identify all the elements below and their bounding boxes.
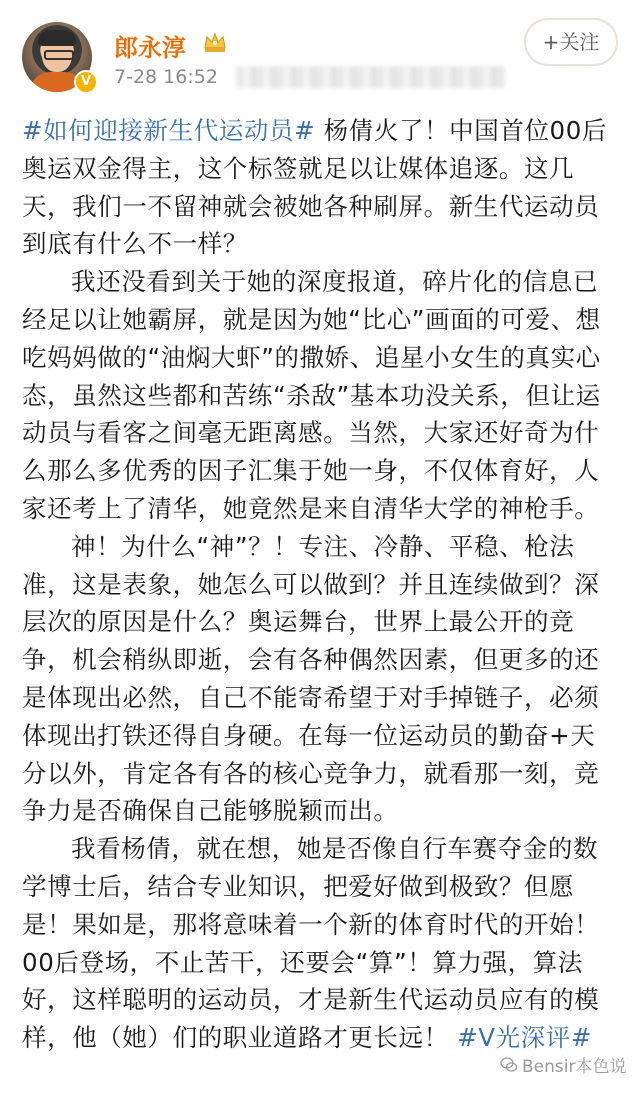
watermark-text: Bensir本色说 xyxy=(522,1057,627,1077)
paragraph-1 xyxy=(22,112,620,263)
paragraph-1-text: 杨倩火了！中国首位00后奥运双金得主，这个标签就足以让媒体追逐。这几天，我们一不留神就会被她各种刷屏。新生代运动员到底有什么不一样？ xyxy=(22,116,608,259)
post-header xyxy=(0,0,640,110)
paragraph-3: 神！为什么“神”？！专注、冷静、平稳、枪法准，这是表象，她怎么可以做到？并且连续做到？深层次的原因是什么？奥运舞台，世界上最公开的竞争，机会稍纵即逝，会有各种偶然因素，但更多的还是体现出必然，自己不能寄希望于对手掉链子，必须体现出打铁还得自身硬。在每一位运动员的勤奋+天分以外，肯定各有各的核心竞争力，就看那一刻，竞争力是否确保自己能够脱颖而出。 xyxy=(22,531,600,826)
avatar-hair xyxy=(38,30,76,46)
blurred-source-info xyxy=(236,66,506,88)
post-body xyxy=(22,112,620,1057)
paragraph-4-text: 我看杨倩，就在想，她是否像自行车赛夺金的数学博士后，结合专业知识，把爱好做到极致？但愿是！果如是，那将意味着一个新的体育时代的开始！00后登场，不止苦干，还要会“算”！算力强，算法好，这样聪明的运动员，才是新生代运动员应有的模样，他（她）们的职业道路才更长远！ xyxy=(22,834,600,1053)
paragraph-2: 我还没看到关于她的深度报道，碎片化的信息已经足以让她霸屏，就是因为她“比心”画面的可爱、想吃妈妈做的“油焖大虾”的撒娇、追星小女生的真实心态，虽然这些都和苦练“杀敌”基本功没关系，但让运动员与看客之间毫无距离感。当然，大家还好奇为什么那么多优秀的因子汇集于她一身，不仅体育好，人家还考上了清华，她竟然是来自清华大学的神枪手。 xyxy=(22,267,601,523)
watermark xyxy=(500,1052,626,1077)
crown-badge-icon xyxy=(202,30,228,54)
wechat-icon xyxy=(500,1056,518,1074)
follow-button[interactable]: +关注 xyxy=(524,18,618,66)
topic-link-2[interactable]: #V光深评# xyxy=(448,1023,593,1053)
verified-badge-icon: V xyxy=(74,70,98,94)
avatar-glasses xyxy=(44,50,74,60)
paragraph-4 xyxy=(22,830,620,1057)
topic-link[interactable]: #如何迎接新生代运动员# xyxy=(22,116,316,145)
author-name[interactable]: 郎永淳 xyxy=(114,34,186,62)
post-timestamp: 7-28 16:52 xyxy=(114,66,218,88)
